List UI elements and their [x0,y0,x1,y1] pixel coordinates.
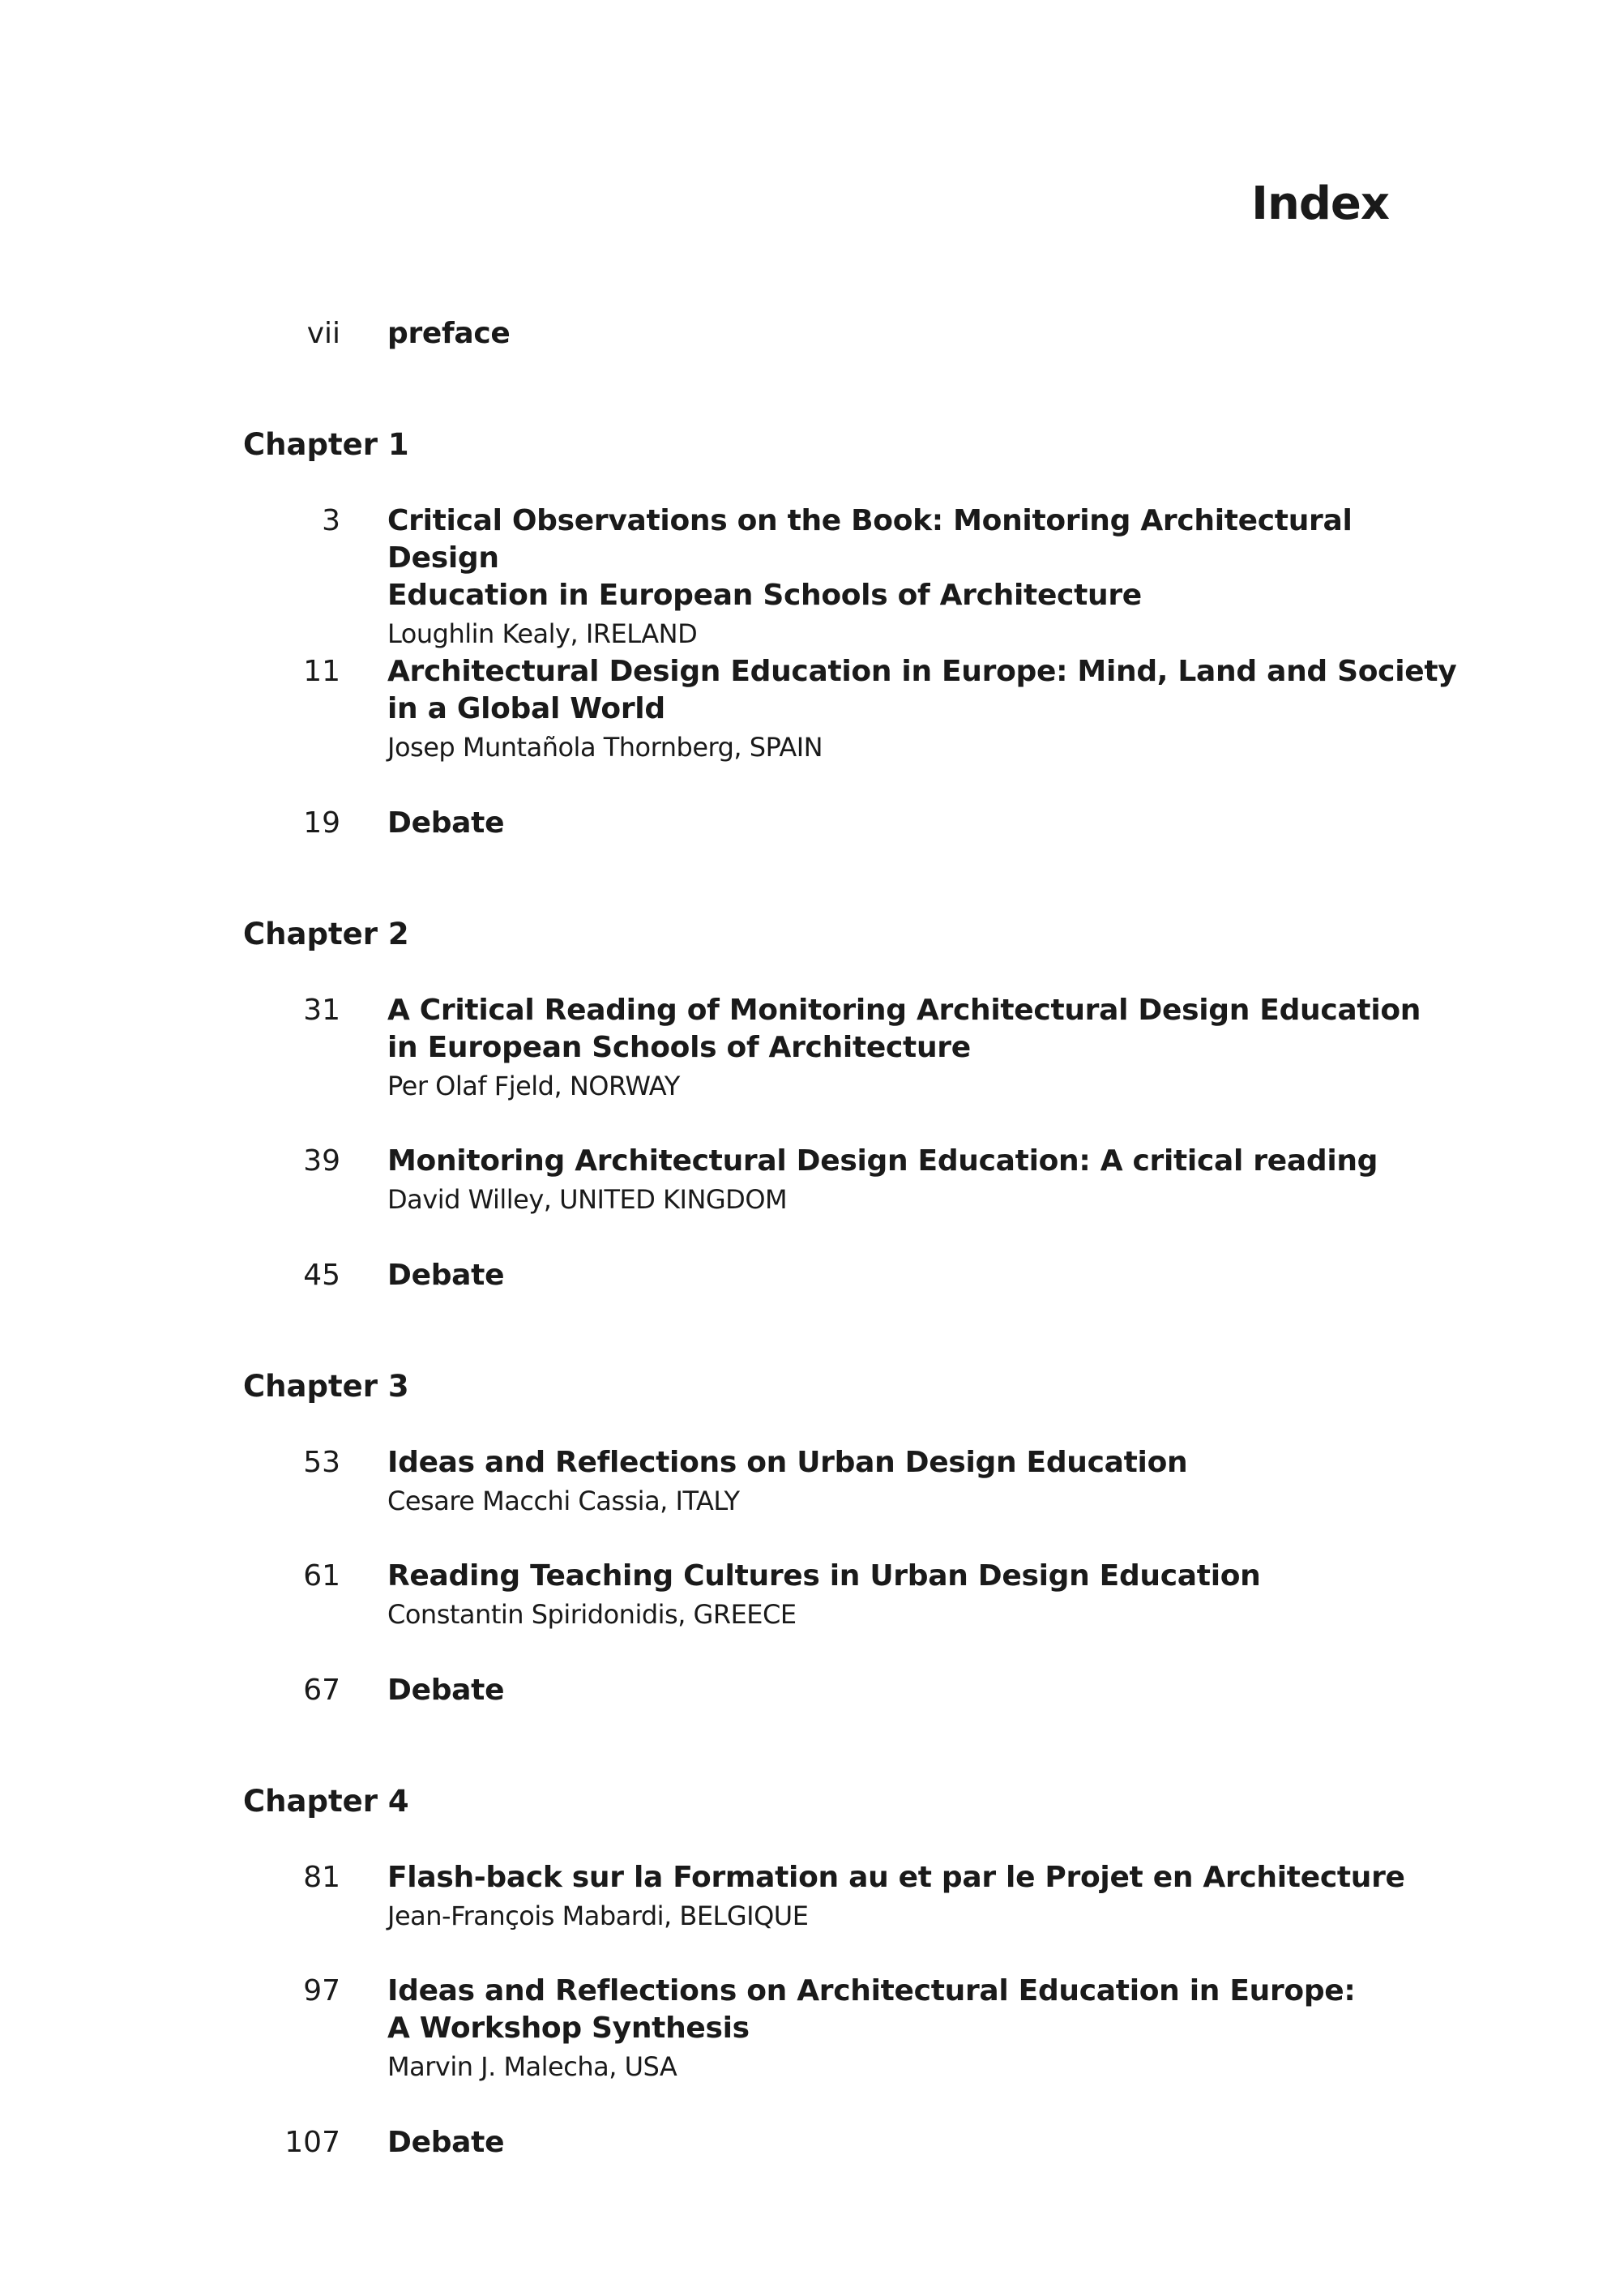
page-number: 67 [303,1674,340,1707]
entry-body [387,805,1457,842]
entry-title-line: in European Schools of Architecture [387,1031,971,1064]
entry-author: Loughlin Kealy, IRELAND [387,618,698,649]
page-title: Index [1251,177,1389,230]
entry-title-line: Debate [387,2126,505,2159]
entry-body [387,992,1457,1105]
entry-author: Josep Muntañola Thornberg, SPAIN [387,732,823,763]
entry-author: Cesare Macchi Cassia, ITALY [387,1486,740,1516]
entry-title-line: A Critical Reading of Monitoring Architectural Design Education [387,994,1421,1027]
entry-body [387,1859,1457,1935]
entry-body [387,2124,1457,2161]
page-number: 53 [303,1446,340,1479]
page-number: 11 [303,655,340,688]
page-number: 97 [303,1974,340,2007]
entry-title-line: A Workshop Synthesis [387,2012,750,2045]
entry-author: Per Olaf Fjeld, NORWAY [387,1071,680,1101]
page-number: vii [306,317,340,350]
entry-body [387,1973,1457,2086]
entry-title-line: Debate [387,806,505,840]
page-number: 3 [322,504,340,537]
entry-author: Constantin Spiridonidis, GREECE [387,1599,797,1630]
entry-title-line: Ideas and Reflections on Architectural Education in Europe: [387,1974,1356,2007]
entry-body [387,502,1457,653]
entry-title-line: Debate [387,1259,505,1292]
page-number: 39 [303,1144,340,1178]
entry-body [387,315,1457,353]
page-number: 81 [303,1861,340,1894]
entry-title-line: Reading Teaching Cultures in Urban Design Education [387,1559,1261,1593]
entry-author: David Willey, UNITED KINGDOM [387,1184,788,1215]
entry-title-line: in a Global World [387,692,665,725]
entry-title-line: Flash-back sur la Formation au et par le Projet en Architecture [387,1861,1405,1894]
entry-title-line: Ideas and Reflections on Urban Design Education [387,1446,1188,1479]
entry-body [387,1672,1457,1709]
chapter-heading-1: Chapter 1 [243,427,409,462]
entry-title-line: Monitoring Architectural Design Education: A critical reading [387,1144,1378,1178]
page-number: 61 [303,1559,340,1593]
entry-body [387,1257,1457,1294]
chapter-heading-3: Chapter 3 [243,1369,409,1404]
entry-body [387,1444,1457,1520]
entry-body [387,1558,1457,1634]
entry-title-line: Architectural Design Education in Europe: Mind, Land and Society [387,655,1457,688]
page-number: 19 [303,806,340,840]
chapter-heading-2: Chapter 2 [243,917,409,951]
chapter-heading-4: Chapter 4 [243,1784,409,1819]
entry-title-line: Education in European Schools of Architecture [387,579,1142,612]
entry-title: preface [387,317,511,350]
page-number: 45 [303,1259,340,1292]
entry-author: Marvin J. Malecha, USA [387,2051,677,2082]
page-number: 107 [284,2126,340,2159]
entry-body [387,653,1457,767]
page-number: 31 [303,994,340,1027]
entry-body [387,1143,1457,1219]
entry-title-line: Debate [387,1674,505,1707]
entry-author: Jean-François Mabardi, BELGIQUE [387,1901,809,1931]
entry-title-line: Critical Observations on the Book: Monitoring Architectural Design [387,504,1353,575]
